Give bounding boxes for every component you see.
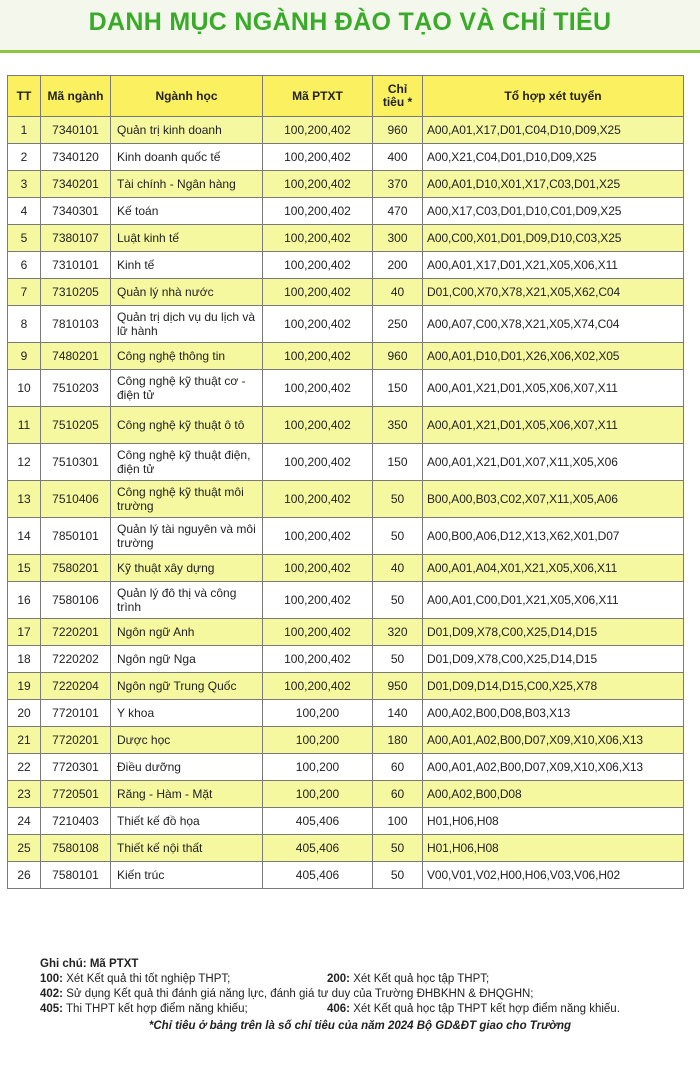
row-ma-nganh: 7340201 <box>41 171 111 198</box>
row-ma-nganh: 7850101 <box>41 518 111 555</box>
row-chi-tieu: 60 <box>373 781 423 808</box>
row-to-hop: V00,V01,V02,H00,H06,V03,V06,H02 <box>423 862 684 889</box>
row-to-hop: A00,A01,D10,X01,X17,C03,D01,X25 <box>423 171 684 198</box>
row-to-hop: A00,X21,C04,D01,D10,D09,X25 <box>423 144 684 171</box>
row-tt: 14 <box>8 518 41 555</box>
row-ma-nganh: 7580201 <box>41 555 111 582</box>
row-nganh-hoc: Quản trị dịch vụ du lịch và lữ hành <box>111 306 263 343</box>
row-chi-tieu: 100 <box>373 808 423 835</box>
row-chi-tieu: 180 <box>373 727 423 754</box>
row-ma-ptxt: 100,200,402 <box>263 582 373 619</box>
row-chi-tieu: 50 <box>373 835 423 862</box>
row-chi-tieu: 150 <box>373 370 423 407</box>
row-ma-nganh: 7480201 <box>41 343 111 370</box>
row-to-hop: A00,A01,A04,X01,X21,X05,X06,X11 <box>423 555 684 582</box>
table-header-row <box>8 76 684 117</box>
row-to-hop: D01,D09,D14,D15,C00,X25,X78 <box>423 673 684 700</box>
row-to-hop: A00,A01,D10,D01,X26,X06,X02,X05 <box>423 343 684 370</box>
row-ma-nganh: 7340101 <box>41 117 111 144</box>
row-to-hop: A00,A01,X21,D01,X07,X11,X05,X06 <box>423 444 684 481</box>
row-chi-tieu: 200 <box>373 252 423 279</box>
note-406-text: Xét Kết quả học tập THPT kết hợp điểm năng khiếu. <box>353 1003 620 1015</box>
header-ma-ptxt: Mã PTXT <box>263 76 373 117</box>
row-ma-nganh: 7720201 <box>41 727 111 754</box>
row-ma-nganh: 7510301 <box>41 444 111 481</box>
row-ma-nganh: 7510205 <box>41 407 111 444</box>
row-nganh-hoc: Dược học <box>111 727 263 754</box>
table-row <box>8 481 684 518</box>
note-405-text: Thi THPT kết hợp điểm năng khiếu; <box>66 1003 248 1015</box>
row-ma-nganh: 7310205 <box>41 279 111 306</box>
row-to-hop: D01,D09,X78,C00,X25,D14,D15 <box>423 619 684 646</box>
row-tt: 7 <box>8 279 41 306</box>
row-nganh-hoc: Công nghệ thông tin <box>111 343 263 370</box>
row-tt: 17 <box>8 619 41 646</box>
row-tt: 13 <box>8 481 41 518</box>
row-nganh-hoc: Kế toán <box>111 198 263 225</box>
row-tt: 18 <box>8 646 41 673</box>
table-row <box>8 252 684 279</box>
row-nganh-hoc: Kỹ thuật xây dựng <box>111 555 263 582</box>
row-tt: 26 <box>8 862 41 889</box>
row-to-hop: D01,D09,X78,C00,X25,D14,D15 <box>423 646 684 673</box>
row-ma-nganh: 7720101 <box>41 700 111 727</box>
row-to-hop: A00,A01,X17,D01,C04,D10,D09,X25 <box>423 117 684 144</box>
row-to-hop: D01,C00,X70,X78,X21,X05,X62,C04 <box>423 279 684 306</box>
header-chi-tieu: Chỉ tiêu * <box>373 76 423 117</box>
row-tt: 25 <box>8 835 41 862</box>
row-tt: 15 <box>8 555 41 582</box>
row-nganh-hoc: Thiết kế nội thất <box>111 835 263 862</box>
row-ma-ptxt: 100,200 <box>263 727 373 754</box>
table-row <box>8 700 684 727</box>
row-nganh-hoc: Thiết kế đồ họa <box>111 808 263 835</box>
row-nganh-hoc: Ngôn ngữ Nga <box>111 646 263 673</box>
row-ma-nganh: 7220201 <box>41 619 111 646</box>
row-ma-nganh: 7720501 <box>41 781 111 808</box>
row-chi-tieu: 370 <box>373 171 423 198</box>
row-tt: 21 <box>8 727 41 754</box>
row-chi-tieu: 320 <box>373 619 423 646</box>
note-200-text: Xét Kết quả học tập THPT; <box>353 973 490 985</box>
row-ma-ptxt: 405,406 <box>263 808 373 835</box>
row-nganh-hoc: Công nghệ kỹ thuật cơ - điện tử <box>111 370 263 407</box>
row-ma-ptxt: 100,200,402 <box>263 225 373 252</box>
row-tt: 9 <box>8 343 41 370</box>
row-to-hop: A00,A07,C00,X78,X21,X05,X74,C04 <box>423 306 684 343</box>
table-row <box>8 198 684 225</box>
row-nganh-hoc: Tài chính - Ngân hàng <box>111 171 263 198</box>
row-chi-tieu: 50 <box>373 518 423 555</box>
row-nganh-hoc: Công nghệ kỹ thuật môi trường <box>111 481 263 518</box>
row-ma-ptxt: 100,200,402 <box>263 555 373 582</box>
row-ma-nganh: 7580106 <box>41 582 111 619</box>
row-tt: 1 <box>8 117 41 144</box>
table-row <box>8 862 684 889</box>
row-ma-ptxt: 405,406 <box>263 862 373 889</box>
row-to-hop: H01,H06,H08 <box>423 808 684 835</box>
row-to-hop: A00,A01,X21,D01,X05,X06,X07,X11 <box>423 370 684 407</box>
note-100-text: Xét Kết quả thi tốt nghiệp THPT; <box>66 973 231 985</box>
row-ma-ptxt: 100,200,402 <box>263 518 373 555</box>
row-ma-ptxt: 100,200 <box>263 781 373 808</box>
table-row <box>8 279 684 306</box>
row-ma-ptxt: 100,200 <box>263 754 373 781</box>
row-chi-tieu: 50 <box>373 582 423 619</box>
row-ma-ptxt: 100,200,402 <box>263 171 373 198</box>
table-row <box>8 673 684 700</box>
row-to-hop: H01,H06,H08 <box>423 835 684 862</box>
row-nganh-hoc: Quản lý tài nguyên và môi trường <box>111 518 263 555</box>
row-ma-nganh: 7340301 <box>41 198 111 225</box>
row-tt: 10 <box>8 370 41 407</box>
row-tt: 20 <box>8 700 41 727</box>
table-row <box>8 306 684 343</box>
row-nganh-hoc: Kiến trúc <box>111 862 263 889</box>
row-ma-nganh: 7210403 <box>41 808 111 835</box>
row-ma-nganh: 7720301 <box>41 754 111 781</box>
row-nganh-hoc: Điều dưỡng <box>111 754 263 781</box>
row-tt: 12 <box>8 444 41 481</box>
table-row <box>8 343 684 370</box>
row-chi-tieu: 960 <box>373 117 423 144</box>
row-chi-tieu: 140 <box>373 700 423 727</box>
row-ma-nganh: 7580108 <box>41 835 111 862</box>
program-table <box>7 75 684 889</box>
row-chi-tieu: 950 <box>373 673 423 700</box>
note-100-code: 100: <box>40 973 64 985</box>
row-tt: 11 <box>8 407 41 444</box>
notes-section <box>40 957 680 1034</box>
table-row <box>8 754 684 781</box>
row-ma-ptxt: 100,200,402 <box>263 673 373 700</box>
table-row <box>8 808 684 835</box>
row-tt: 19 <box>8 673 41 700</box>
row-ma-nganh: 7380107 <box>41 225 111 252</box>
header-tt: TT <box>8 76 41 117</box>
row-ma-ptxt: 100,200,402 <box>263 370 373 407</box>
table-row <box>8 727 684 754</box>
row-tt: 6 <box>8 252 41 279</box>
program-table-wrapper <box>7 75 683 889</box>
notes-footer: *Chỉ tiêu ở bảng trên là số chỉ tiêu của năm 2024 Bộ GD&ĐT giao cho Trường <box>148 1020 572 1032</box>
row-nganh-hoc: Kinh tế <box>111 252 263 279</box>
row-chi-tieu: 400 <box>373 144 423 171</box>
row-nganh-hoc: Công nghệ kỹ thuật điện, điện tử <box>111 444 263 481</box>
row-chi-tieu: 960 <box>373 343 423 370</box>
row-tt: 5 <box>8 225 41 252</box>
header-divider <box>0 50 700 53</box>
table-row <box>8 144 684 171</box>
page-title: DANH MỤC NGÀNH ĐÀO TẠO VÀ CHỈ TIÊU <box>88 8 612 36</box>
table-row <box>8 555 684 582</box>
row-tt: 23 <box>8 781 41 808</box>
row-ma-ptxt: 100,200,402 <box>263 619 373 646</box>
row-tt: 3 <box>8 171 41 198</box>
note-200-code: 200: <box>327 973 351 985</box>
row-nganh-hoc: Luật kinh tế <box>111 225 263 252</box>
table-row <box>8 444 684 481</box>
row-tt: 22 <box>8 754 41 781</box>
row-nganh-hoc: Quản lý nhà nước <box>111 279 263 306</box>
row-ma-ptxt: 100,200,402 <box>263 252 373 279</box>
row-ma-ptxt: 100,200,402 <box>263 198 373 225</box>
table-row <box>8 407 684 444</box>
row-ma-ptxt: 100,200,402 <box>263 407 373 444</box>
row-tt: 16 <box>8 582 41 619</box>
row-chi-tieu: 50 <box>373 862 423 889</box>
note-406-code: 406: <box>327 1003 351 1015</box>
row-chi-tieu: 150 <box>373 444 423 481</box>
table-row <box>8 117 684 144</box>
row-chi-tieu: 40 <box>373 555 423 582</box>
row-chi-tieu: 50 <box>373 481 423 518</box>
row-to-hop: A00,C00,X01,D01,D09,D10,C03,X25 <box>423 225 684 252</box>
header-nganh-hoc: Ngành học <box>111 76 263 117</box>
row-tt: 24 <box>8 808 41 835</box>
row-ma-ptxt: 100,200,402 <box>263 306 373 343</box>
row-ma-ptxt: 100,200,402 <box>263 646 373 673</box>
row-nganh-hoc: Kinh doanh quốc tế <box>111 144 263 171</box>
row-tt: 2 <box>8 144 41 171</box>
row-ma-nganh: 7340120 <box>41 144 111 171</box>
row-ma-ptxt: 100,200,402 <box>263 144 373 171</box>
row-ma-nganh: 7810103 <box>41 306 111 343</box>
note-402-text: Sử dụng Kết quả thi đánh giá năng lực, đánh giá tư duy của Trường ĐHBKHN & ĐHQGHN; <box>66 988 534 1000</box>
row-ma-nganh: 7580101 <box>41 862 111 889</box>
row-nganh-hoc: Ngôn ngữ Anh <box>111 619 263 646</box>
row-to-hop: A00,A01,X17,D01,X21,X05,X06,X11 <box>423 252 684 279</box>
row-to-hop: A00,B00,A06,D12,X13,X62,X01,D07 <box>423 518 684 555</box>
row-nganh-hoc: Quản trị kinh doanh <box>111 117 263 144</box>
row-chi-tieu: 40 <box>373 279 423 306</box>
row-to-hop: B00,A00,B03,C02,X07,X11,X05,A06 <box>423 481 684 518</box>
table-row <box>8 518 684 555</box>
row-nganh-hoc: Quản lý đô thị và công trình <box>111 582 263 619</box>
header-ma-nganh: Mã ngành <box>41 76 111 117</box>
row-tt: 4 <box>8 198 41 225</box>
row-ma-ptxt: 100,200,402 <box>263 444 373 481</box>
row-to-hop: A00,A01,C00,D01,X21,X05,X06,X11 <box>423 582 684 619</box>
row-chi-tieu: 60 <box>373 754 423 781</box>
row-chi-tieu: 300 <box>373 225 423 252</box>
row-chi-tieu: 50 <box>373 646 423 673</box>
note-402-code: 402: <box>40 988 64 1000</box>
table-row <box>8 582 684 619</box>
row-ma-nganh: 7510203 <box>41 370 111 407</box>
row-chi-tieu: 470 <box>373 198 423 225</box>
row-nganh-hoc: Ngôn ngữ Trung Quốc <box>111 673 263 700</box>
row-nganh-hoc: Y khoa <box>111 700 263 727</box>
row-chi-tieu: 250 <box>373 306 423 343</box>
row-ma-nganh: 7220202 <box>41 646 111 673</box>
row-ma-ptxt: 100,200,402 <box>263 481 373 518</box>
table-row <box>8 225 684 252</box>
row-ma-ptxt: 100,200,402 <box>263 279 373 306</box>
header-band <box>0 0 700 52</box>
row-ma-nganh: 7510406 <box>41 481 111 518</box>
row-to-hop: A00,A02,B00,D08 <box>423 781 684 808</box>
note-405-code: 405: <box>40 1003 64 1015</box>
table-row <box>8 171 684 198</box>
row-to-hop: A00,X17,C03,D01,D10,C01,D09,X25 <box>423 198 684 225</box>
row-to-hop: A00,A01,A02,B00,D07,X09,X10,X06,X13 <box>423 754 684 781</box>
row-ma-ptxt: 100,200,402 <box>263 117 373 144</box>
row-chi-tieu: 350 <box>373 407 423 444</box>
row-ma-nganh: 7220204 <box>41 673 111 700</box>
row-ma-nganh: 7310101 <box>41 252 111 279</box>
row-nganh-hoc: Công nghệ kỹ thuật ô tô <box>111 407 263 444</box>
notes-heading: Ghi chú: Mã PTXT <box>40 958 139 970</box>
row-to-hop: A00,A01,A02,B00,D07,X09,X10,X06,X13 <box>423 727 684 754</box>
row-ma-ptxt: 100,200,402 <box>263 343 373 370</box>
row-to-hop: A00,A01,X21,D01,X05,X06,X07,X11 <box>423 407 684 444</box>
table-row <box>8 619 684 646</box>
row-ma-ptxt: 405,406 <box>263 835 373 862</box>
table-row <box>8 835 684 862</box>
table-row <box>8 646 684 673</box>
row-to-hop: A00,A02,B00,D08,B03,X13 <box>423 700 684 727</box>
row-ma-ptxt: 100,200 <box>263 700 373 727</box>
table-row <box>8 781 684 808</box>
table-row <box>8 370 684 407</box>
row-nganh-hoc: Răng - Hàm - Mặt <box>111 781 263 808</box>
header-to-hop: Tổ hợp xét tuyển <box>423 76 684 117</box>
row-tt: 8 <box>8 306 41 343</box>
